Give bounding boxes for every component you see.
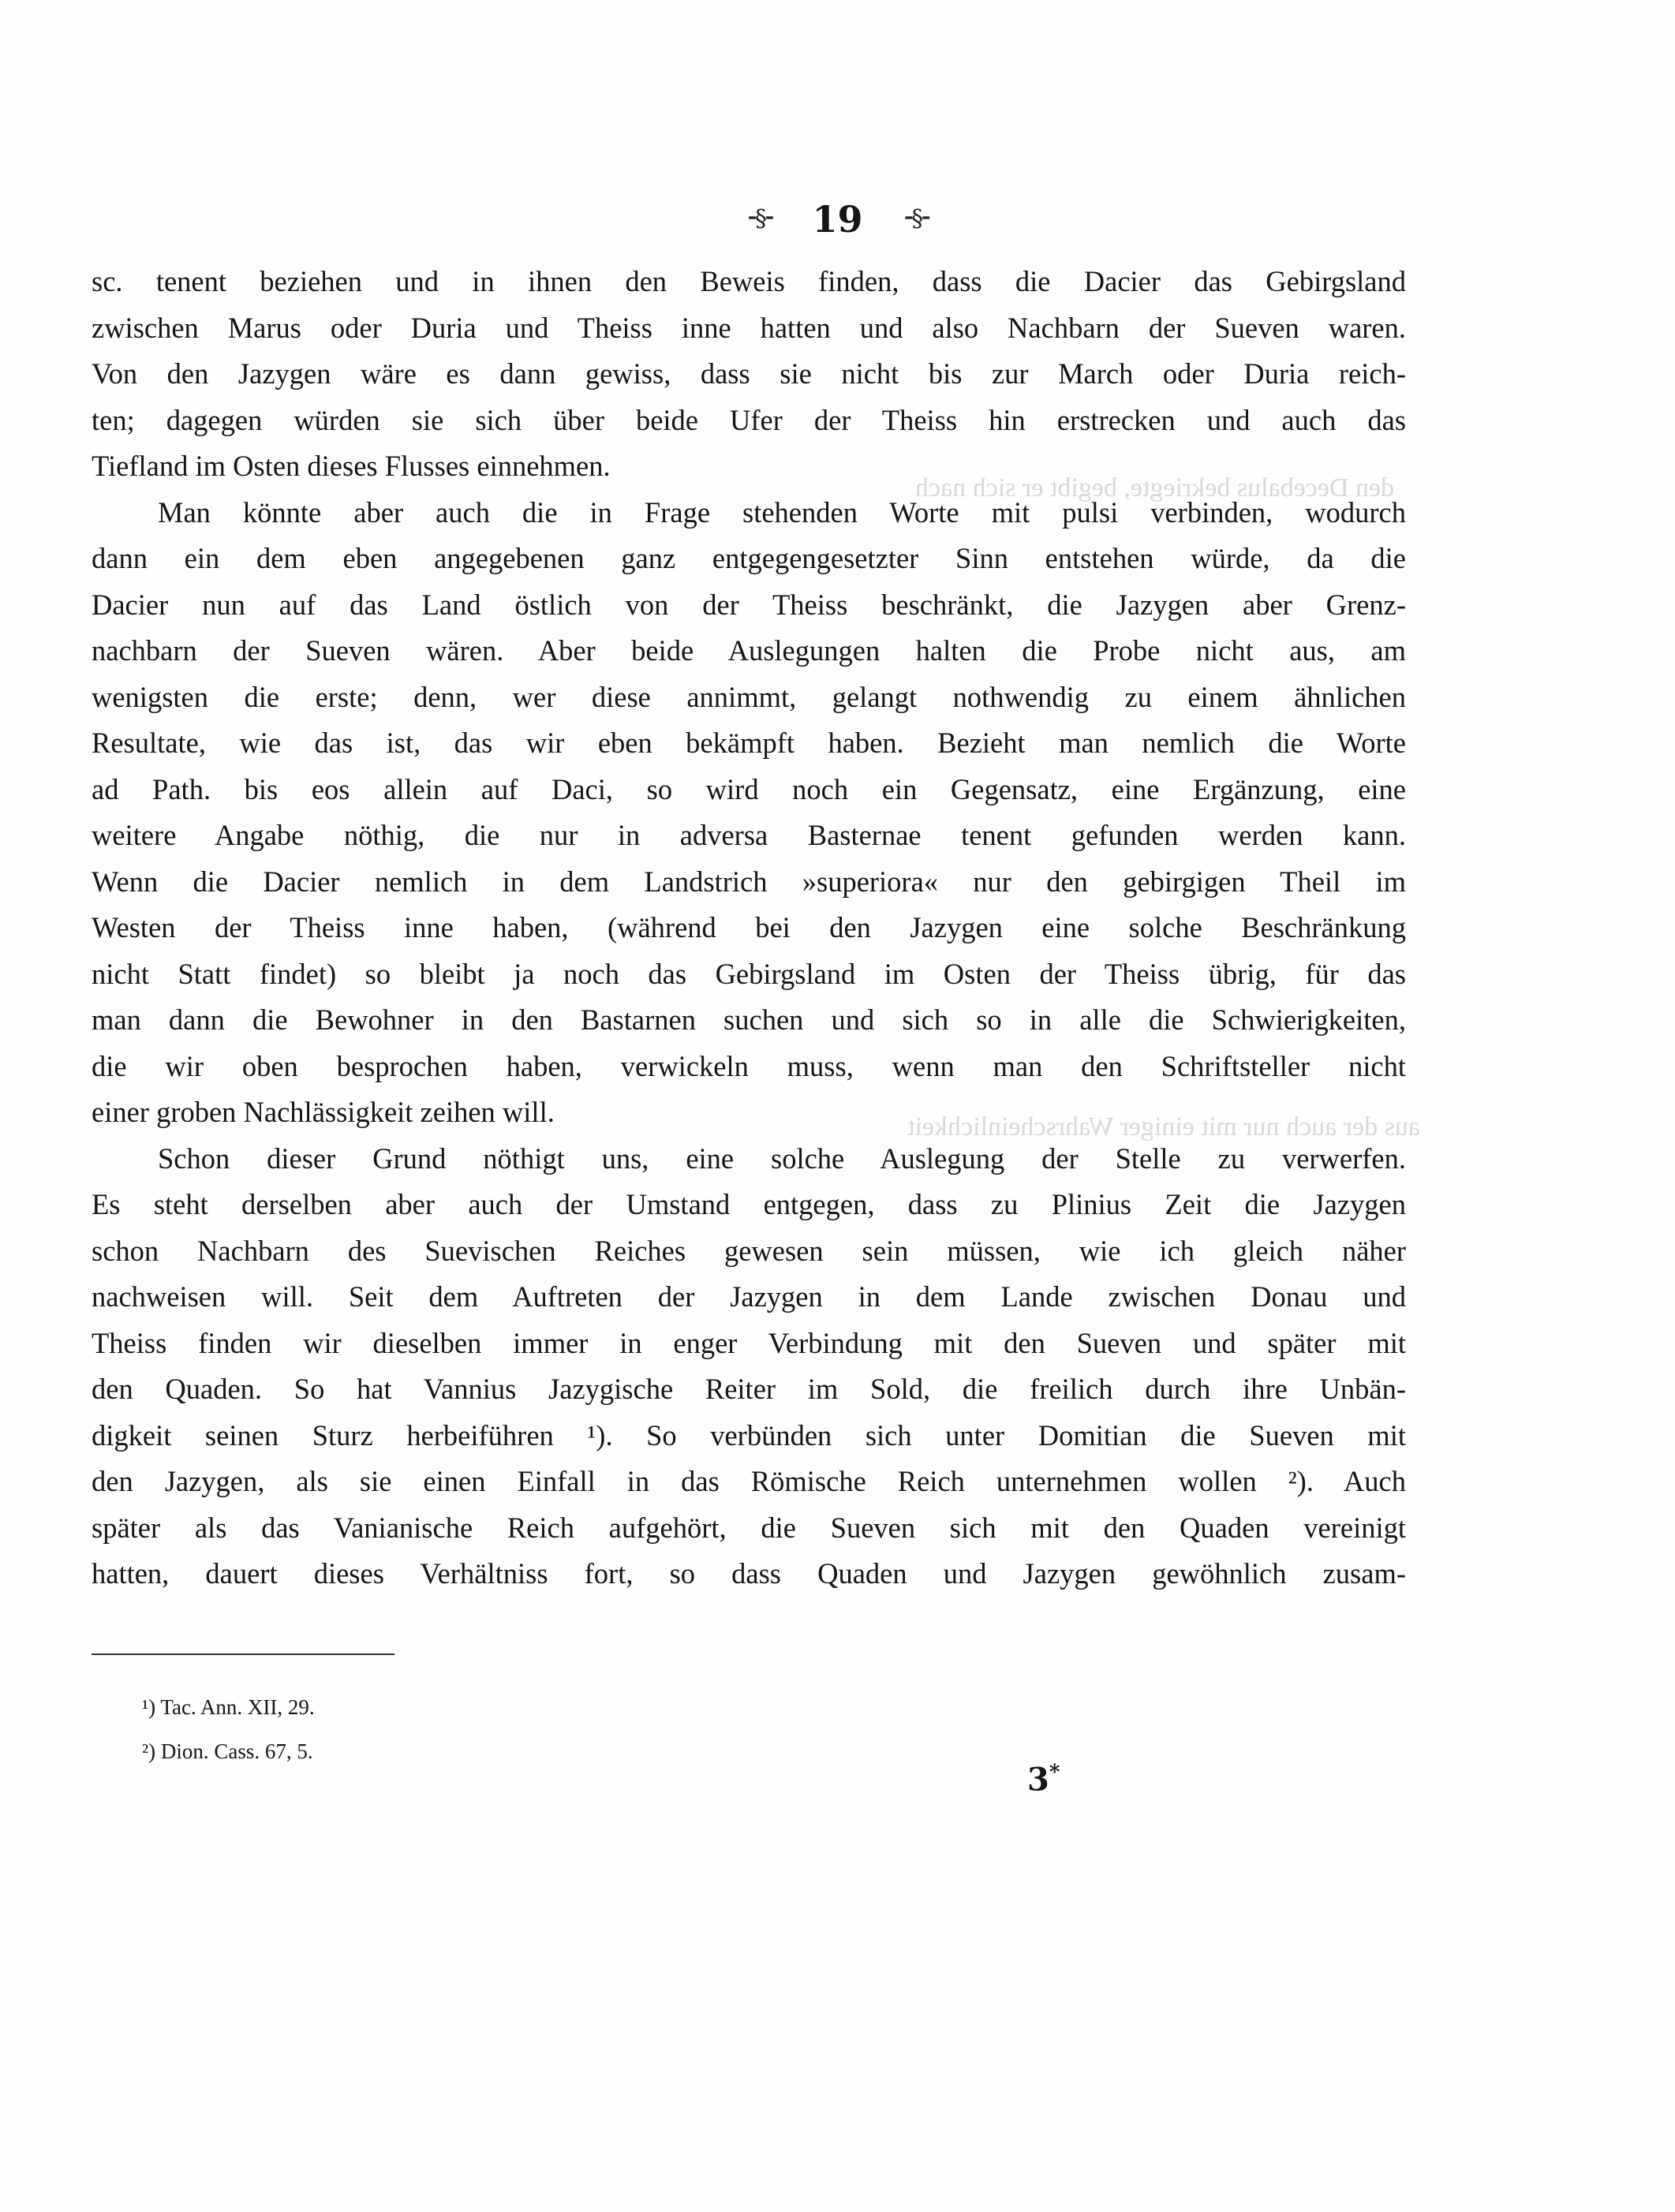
text-line: weitere Angabe nöthig, die nur in adversa Basternae tenent gefunden werden kann.: [92, 819, 1406, 851]
text-line: nachbarn der Sueven wären. Aber beide Auslegungen halten die Probe nicht aus, am: [92, 634, 1406, 667]
left-ornament: ⁃§⁃: [746, 205, 772, 233]
bleed-through-text: den Decebalus bekriegte, begibt er sich nach: [915, 473, 1395, 503]
text-line: ad Path. bis eos allein auf Daci, so wird noch ein Gegensatz, eine Ergänzung, eine: [92, 772, 1406, 805]
text-line: später als das Vanianische Reich aufgehört, die Sueven sich mit den Quaden vereinigt: [92, 1511, 1406, 1544]
text-line: Es steht derselben aber auch der Umstand entgegen, dass zu Plinius Zeit die Jazygen: [92, 1188, 1406, 1220]
bleed-through-text: aus der auch nur mit einiger Wahrscheinlichkeit: [907, 1112, 1420, 1141]
signature-number: 3: [1027, 1761, 1049, 1799]
page-header: [0, 192, 1675, 243]
text-line: Von den Jazygen wäre es dann gewiss, dass sie nicht bis zur March oder Duria reich-: [92, 357, 1406, 390]
right-ornament: ⁃§⁃: [903, 205, 929, 233]
text-line: Man könnte aber auch die in Frage stehenden Worte mit pulsi verbinden, wodurch: [158, 495, 1406, 529]
footnote: ¹) Tac. Ann. XII, 29.: [142, 1695, 315, 1719]
text-line: Resultate, wie das ist, das wir eben bekämpft haben. Bezieht man nemlich die Worte: [92, 727, 1406, 759]
text-line: die wir oben besprochen haben, verwickeln muss, wenn man den Schriftsteller nicht: [92, 1049, 1406, 1082]
text-line: Schon dieser Grund nöthigt uns, eine solche Auslegung der Stelle zu verwerfen.: [158, 1141, 1406, 1175]
text-line: ten; dagegen würden sie sich über beide Ufer der Theiss hin erstrecken und auch das: [92, 403, 1406, 436]
footnote-divider: [92, 1653, 394, 1655]
text-line: wenigsten die erste; denn, wer diese annimmt, gelangt nothwendig zu einem ähnlichen: [92, 680, 1406, 713]
text-line: hatten, dauert dieses Verhältniss fort, so dass Quaden und Jazygen gewöhnlich zusam-: [92, 1557, 1406, 1590]
text-line: einer groben Nachlässigkeit zeihen will.: [92, 1096, 555, 1128]
page-number: 19: [812, 198, 863, 241]
footnote: ²) Dion. Cass. 67, 5.: [142, 1739, 313, 1763]
text-line: man dann die Bewohner in den Bastarnen suchen und sich so in alle die Schwierigkeiten,: [92, 1003, 1406, 1036]
text-line: nicht Statt findet) so bleibt ja noch das Gebirgsland im Osten der Theiss übrig, für das: [92, 957, 1406, 990]
text-line: Wenn die Dacier nemlich in dem Landstrich »superiora« nur den gebirgigen Theil im: [92, 865, 1406, 898]
text-line: Tiefland im Osten dieses Flusses einnehmen.: [92, 450, 611, 482]
text-line: sc. tenent beziehen und in ihnen den Beweis finden, dass die Dacier das Gebirgsland: [92, 265, 1406, 297]
text-line: schon Nachbarn des Suevischen Reiches gewesen sein müssen, wie ich gleich näher: [92, 1234, 1406, 1267]
text-line: Dacier nun auf das Land östlich von der Theiss beschränkt, die Jazygen aber Grenz-: [92, 588, 1406, 621]
signature-star: *: [1049, 1761, 1060, 1784]
text-line: Theiss finden wir dieselben immer in enger Verbindung mit den Sueven und später mit: [92, 1326, 1406, 1359]
text-line: Westen der Theiss inne haben, (während bei den Jazygen eine solche Beschränkung: [92, 911, 1406, 943]
footnotes: [142, 1685, 315, 1773]
text-line: den Quaden. So hat Vannius Jazygische Reiter im Sold, die freilich durch ihre Unbän-: [92, 1373, 1406, 1405]
text-line: den Jazygen, als sie einen Einfall in das Römische Reich unternehmen wollen ²). Auch: [92, 1465, 1406, 1497]
signature-mark: [1027, 1761, 1060, 1798]
text-line: dann ein dem eben angegebenen ganz entgegengesetzter Sinn entstehen würde, da die: [92, 542, 1406, 574]
body-text: [92, 259, 1406, 1597]
text-line: zwischen Marus oder Duria und Theiss inne hatten und also Nachbarn der Sueven waren.: [92, 311, 1406, 344]
text-line: nachweisen will. Seit dem Auftreten der Jazygen in dem Lande zwischen Donau und: [92, 1280, 1406, 1313]
text-line: digkeit seinen Sturz herbeiführen ¹). So verbünden sich unter Domitian die Sueven mit: [92, 1418, 1406, 1452]
